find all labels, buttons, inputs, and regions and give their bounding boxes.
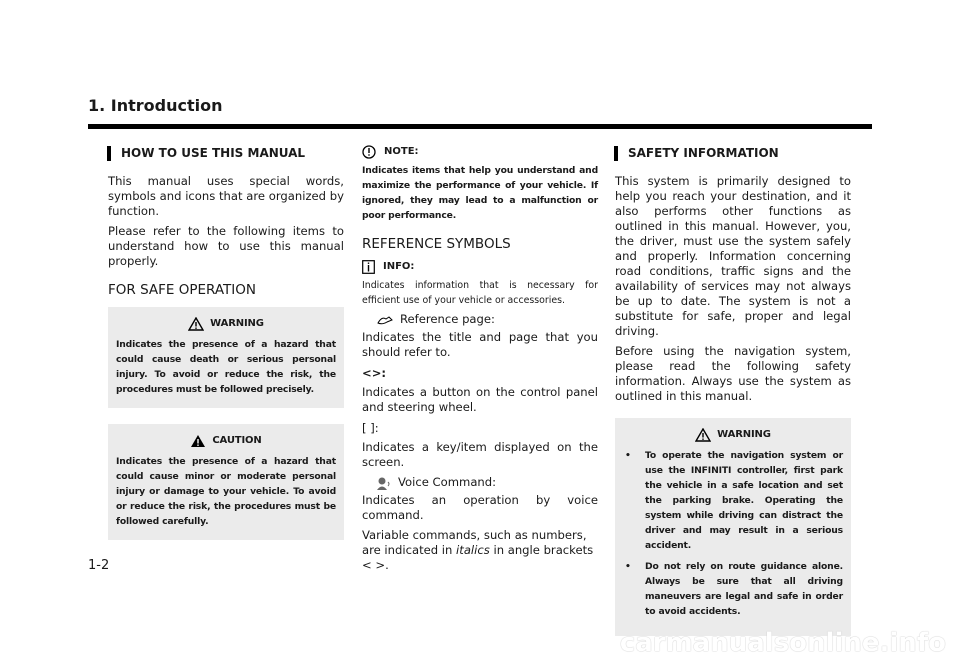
button-symbol: <>: xyxy=(362,366,387,380)
header-rule xyxy=(88,124,872,129)
safety-paragraph-1: This system is primarily designed to help you reach your destination, and it also performs other functions as outlined in this manual. However, you, the driver, must use the system safely and properly. Information concerning road conditions, traffic signs and the availability of services may not always be up to date. The system is not a substitute for safe, proper and legal driving. xyxy=(615,174,851,338)
warning-icon xyxy=(695,428,711,442)
section-heading-how-to-use: HOW TO USE THIS MANUAL xyxy=(107,146,344,161)
intro-paragraph-2: Please refer to the following items to understand how to use this manual properly. xyxy=(108,224,344,268)
subheading-safe-operation: FOR SAFE OPERATION xyxy=(108,282,256,298)
caution-text: Indicates the presence of a hazard that could cause minor or moderate personal injury or damage to your vehicle. To avoid or reduce the risk, the procedures must be followed carefully. xyxy=(116,456,336,527)
note-text: Indicates items that help you understand and maximize the performance of your vehicle. If ignored, they may lead to a malfunction or poor performance. xyxy=(362,165,598,221)
voice-command-desc: Indicates an operation by voice command. xyxy=(362,493,598,522)
info-icon xyxy=(362,260,375,274)
note-icon xyxy=(362,145,376,159)
voice-command-label: Voice Command: xyxy=(398,475,497,489)
warning-text: Indicates the presence of a hazard that could cause death or serious personal injury. To avoid or reduce the risk, the procedures must be followed precisely. xyxy=(116,339,336,395)
reference-page-desc: Indicates the title and page that you should refer to. xyxy=(362,330,598,359)
chapter-title: 1. Introduction xyxy=(88,96,223,115)
info-title: INFO: xyxy=(383,261,415,272)
info-text: Indicates information that is necessary for efficient use of your vehicle or accessories. xyxy=(362,280,598,306)
variable-suffix: in angle brackets < >. xyxy=(362,543,594,572)
warning-box xyxy=(108,307,344,408)
safety-warning-box xyxy=(615,418,851,636)
variable-prefix: Variable commands, such as numbers, are indicated in xyxy=(362,528,587,557)
subheading-reference-symbols: REFERENCE SYMBOLS xyxy=(362,236,511,252)
caution-title: CAUTION xyxy=(212,435,262,446)
warning-title: WARNING xyxy=(210,318,264,329)
safety-paragraph-2: Before using the navigation system, please read the following safety information. Always use the system as outlined in this manual. xyxy=(615,344,851,403)
section-heading-safety: SAFETY INFORMATION xyxy=(614,146,851,161)
key-symbol-desc: Indicates a key/item displayed on the screen. xyxy=(362,440,598,469)
intro-paragraph: This manual uses special words, symbols and icons that are organized by function. xyxy=(108,174,344,218)
voice-command-icon xyxy=(376,476,392,490)
caution-icon xyxy=(190,434,206,448)
column-safety-information xyxy=(615,146,851,652)
caution-box xyxy=(108,424,344,540)
warning-icon xyxy=(188,317,204,331)
safety-warning-list xyxy=(623,448,843,619)
bullet-icon: • xyxy=(625,450,631,461)
button-symbol-desc: Indicates a button on the control panel and steering wheel. xyxy=(362,385,598,414)
list-item: • Do not rely on route guidance alone. Always be sure that all driving maneuvers are legal and safe in order to avoid accidents. xyxy=(625,561,843,617)
column-how-to-use xyxy=(108,146,344,556)
watermark: carmanualsonline.info xyxy=(619,628,946,658)
variable-commands-paragraph xyxy=(362,528,598,573)
key-symbol: [ ]: xyxy=(362,421,379,435)
bullet-icon: • xyxy=(625,561,631,572)
column-reference-symbols xyxy=(362,146,598,578)
page-number: 1-2 xyxy=(88,558,110,573)
safety-warning-title: WARNING xyxy=(717,429,771,440)
reference-page-label: Reference page: xyxy=(400,312,495,326)
note-title: NOTE: xyxy=(384,146,419,157)
reference-page-icon xyxy=(376,314,394,326)
variable-italics: italics xyxy=(456,543,490,557)
list-item: • To operate the navigation system or use the INFINITI controller, first park the vehicle in a safe location and set the parking brake. Operating the system while driving can distract the driver and may result in a serious accident. xyxy=(625,450,843,551)
